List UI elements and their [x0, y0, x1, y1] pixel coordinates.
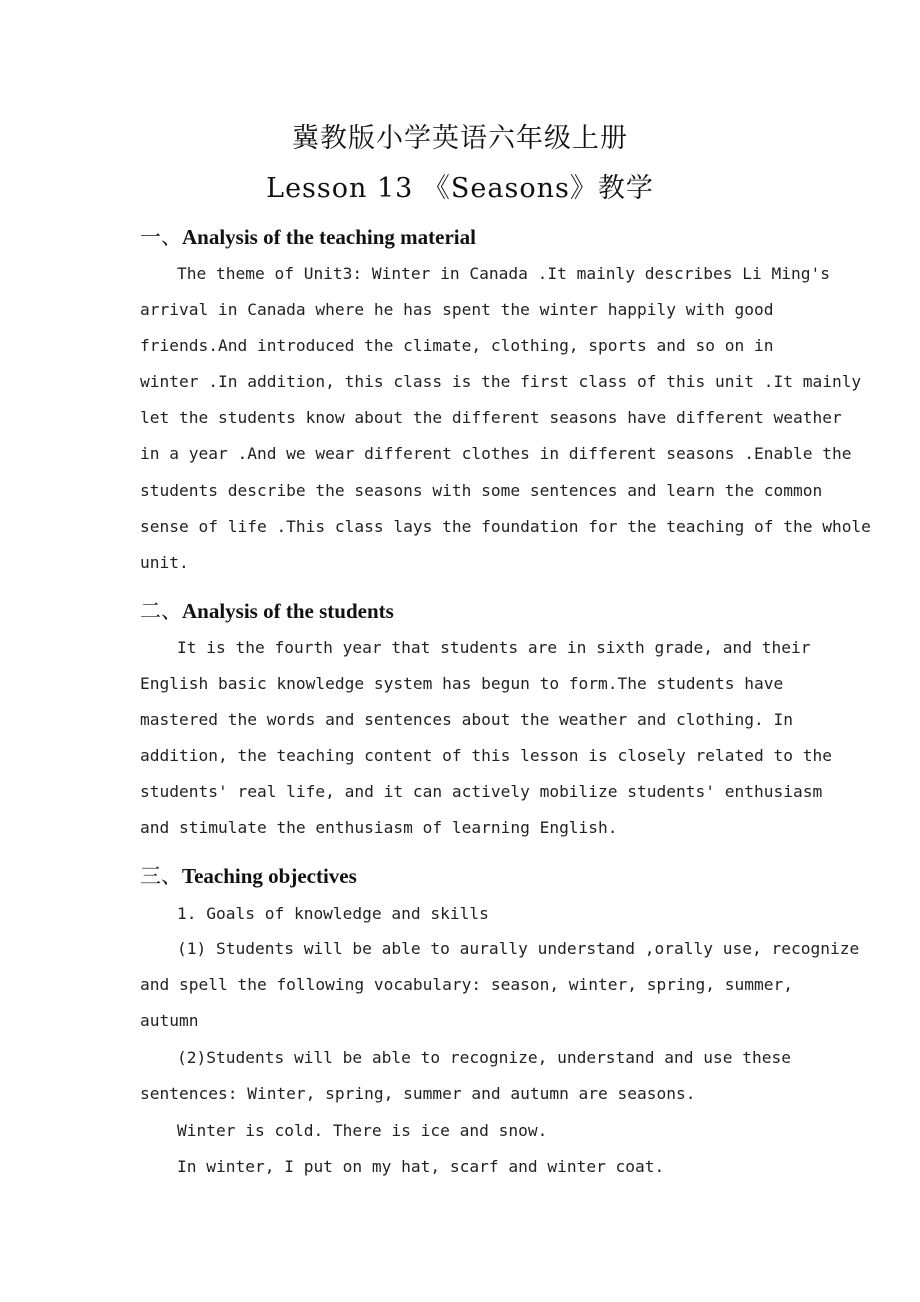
paragraph-line: arrival in Canada where he has spent the winter happily with good: [140, 300, 774, 320]
paragraph-line: students' real life, and it can actively mobilize students' enthusiasm: [140, 782, 823, 802]
paragraph-line: in a year .And we wear different clothes in different seasons .Enable the: [140, 444, 852, 464]
document-title-lesson: Lesson 13 《Seasons》教学: [266, 173, 654, 204]
paragraph-line: winter .In addition, this class is the first class of this unit .It mainly: [140, 372, 862, 392]
paragraph-line: unit.: [140, 552, 189, 572]
paragraph-line: friends.And introduced the climate, clothing, sports and so on in: [140, 336, 774, 356]
paragraph-line: (2)Students will be able to recognize, understand and use these: [177, 1048, 791, 1067]
paragraph-line: and stimulate the enthusiasm of learning English.: [140, 818, 618, 838]
paragraph-line: autumn: [140, 1011, 199, 1031]
goal-title: 1. Goals of knowledge and skills: [177, 904, 489, 923]
paragraph-students: [140, 630, 832, 847]
section-heading-text: Analysis of the students: [182, 599, 394, 623]
paragraph-line: English basic knowledge system has begun to form.The students have: [140, 674, 784, 694]
objective-item-vocabulary: [140, 931, 860, 1039]
paragraph-line: addition, the teaching content of this lesson is closely related to the: [140, 746, 832, 766]
paragraph-line: and spell the following vocabulary: season, winter, spring, summer,: [140, 975, 793, 995]
section-number: 一、: [140, 225, 182, 249]
example-sentence-clothes: In winter, I put on my hat, scarf and winter coat.: [177, 1157, 665, 1176]
paragraph-line: (1) Students will be able to aurally understand ,orally use, recognize: [177, 939, 860, 958]
paragraph-line: students describe the seasons with some sentences and learn the common: [140, 480, 823, 500]
document-title-chinese: 冀教版小学英语六年级上册: [292, 123, 628, 154]
paragraph-line: sentences: Winter, spring, summer and autumn are seasons.: [140, 1084, 696, 1104]
section-heading-text: Teaching objectives: [182, 864, 357, 888]
objective-item-sentences: [140, 1040, 791, 1112]
section-heading-text: Analysis of the teaching material: [182, 225, 476, 249]
section-heading-students: [140, 595, 394, 625]
paragraph-line: let the students know about the different seasons have different weather: [140, 408, 842, 428]
section-heading-objectives: [140, 860, 357, 890]
paragraph-line: mastered the words and sentences about the weather and clothing. In: [140, 710, 793, 730]
paragraph-line: It is the fourth year that students are in sixth grade, and their: [177, 638, 811, 657]
section-heading-teaching-material: [140, 221, 476, 251]
paragraph-line: sense of life .This class lays the foundation for the teaching of the whole: [140, 516, 871, 536]
example-sentence-winter: Winter is cold. There is ice and snow.: [177, 1121, 548, 1140]
paragraph-teaching-material: [140, 256, 871, 581]
section-number: 二、: [140, 599, 182, 623]
paragraph-line: The theme of Unit3: Winter in Canada .It mainly describes Li Ming's: [177, 264, 830, 283]
section-number: 三、: [140, 864, 182, 888]
